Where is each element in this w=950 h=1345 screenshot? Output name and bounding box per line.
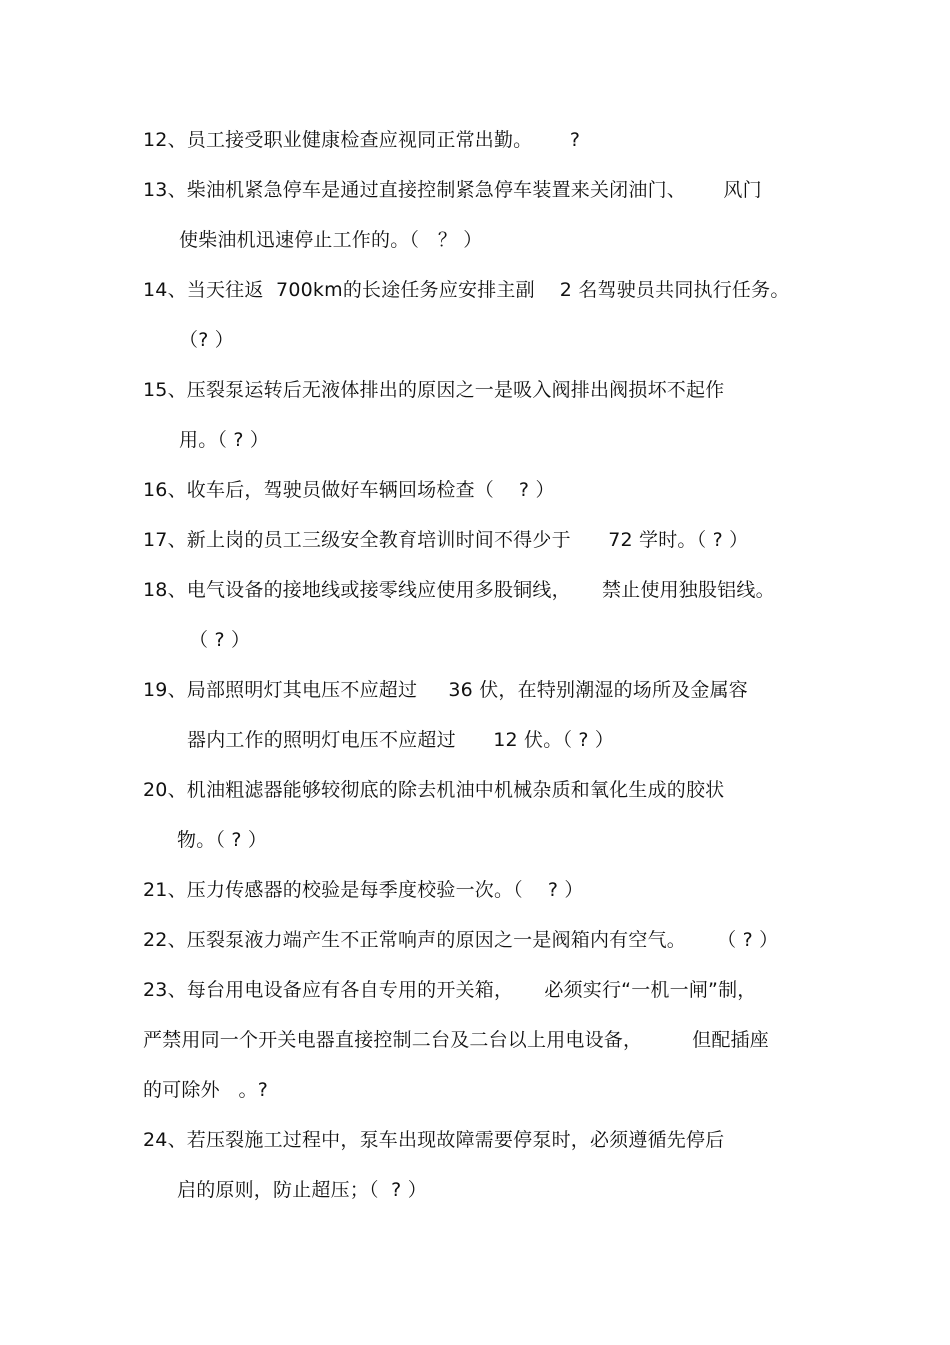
question-21-line: 21、压力传感器的校验是每季度校验一次。（ ? ） [143, 879, 584, 901]
question-23-line-3: 的可除外 。? [143, 1079, 269, 1101]
question-18-line-2: （ ? ） [189, 629, 251, 651]
question-15-line-2: 用。（ ? ） [179, 429, 270, 451]
question-24-line-1: 24、若压裂施工过程中，泵车出现故障需要停泵时，必须遵循先停后 [143, 1129, 725, 1151]
question-20-line-2: 物。（ ? ） [177, 829, 268, 851]
question-19-line-1: 19、局部照明灯其电压不应超过 36 伏，在特别潮湿的场所及金属容 [143, 679, 748, 701]
question-17-line: 17、新上岗的员工三级安全教育培训时间不得少于 72 学时。（ ? ） [143, 529, 749, 551]
question-13-line-1: 13、柴油机紧急停车是通过直接控制紧急停车装置来关闭油门、 风门 [143, 179, 762, 201]
question-18-line-1: 18、电气设备的接地线或接零线应使用多股铜线， 禁止使用独股铝线。 [143, 579, 775, 601]
question-14-line-2: （? ） [179, 329, 234, 351]
question-19-line-2: 器内工作的照明灯电压不应超过 12 伏。（ ? ） [187, 729, 615, 751]
question-20-line-1: 20、机油粗滤器能够较彻底的除去机油中机械杂质和氧化生成的胶状 [143, 779, 725, 801]
question-24-line-2: 启的原则，防止超压；（ ? ） [177, 1179, 427, 1201]
question-12-line: 12、员工接受职业健康检查应视同正常出勤。 ? [143, 129, 581, 151]
question-14-line-1: 14、当天往返 700km的长途任务应安排主副 2 名驾驶员共同执行任务。 [143, 279, 790, 301]
question-23-line-2: 严禁用同一个开关电器直接控制二台及二台以上用电设备， 但配插座 [143, 1029, 769, 1051]
question-23-line-1: 23、每台用电设备应有各自专用的开关箱， 必须实行“一机一闸”制， [143, 979, 757, 1001]
question-13-line-2: 使柴油机迅速停止工作的。（ ？ ） [179, 229, 483, 251]
question-22-line: 22、压裂泵液力端产生不正常响声的原因之一是阀箱内有空气。 （ ? ） [143, 929, 779, 951]
question-16-line: 16、收车后，驾驶员做好车辆回场检查（ ? ） [143, 479, 555, 501]
question-15-line-1: 15、压裂泵运转后无液体排出的原因之一是吸入阀排出阀损坏不起作 [143, 379, 725, 401]
